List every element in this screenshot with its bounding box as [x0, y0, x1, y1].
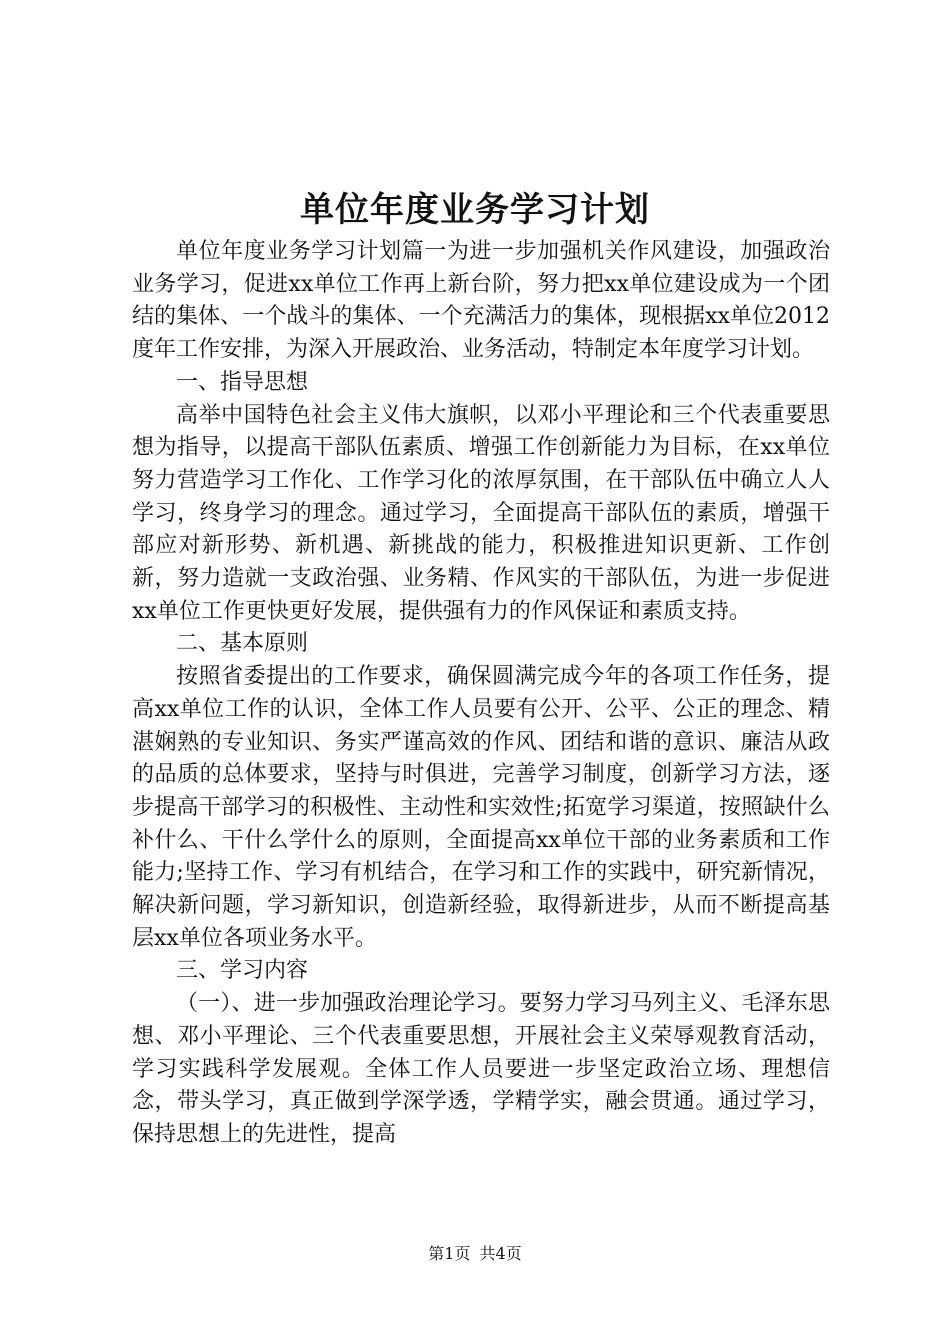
page-number: 第1页 [428, 1244, 471, 1263]
study-content-paragraph: （一）、进一步加强政治理论学习。要努力学习马列主义、毛泽东思想、邓小平理论、三个代表重要思想，开展社会主义荣辱观教育活动，学习实践科学发展观。全体工作人员要进一步坚定政治立场、理想信念，带头学习，真正做到学深学透，学精学实，融会贯通。通过学习，保持思想上的先进性，提高 [132, 991, 830, 1147]
page-footer [0, 1243, 950, 1265]
page-total: 共4页 [479, 1244, 522, 1263]
document-body [132, 236, 830, 1152]
basic-principles-paragraph: 按照省委提出的工作要求，确保圆满完成今年的各项工作任务，提高xx单位工作的认识，全体工作人员要有公开、公平、公正的理念、精湛娴熟的专业知识、务实严谨高效的作风、团结和谐的意识、廉洁从政的品质的总体要求，坚持与时俱进，完善学习制度，创新学习方法，逐步提高干部学习的积极性、主动性和实效性;拓宽学习渠道，按照缺什么补什么、干什么学什么的原则，全面提高xx单位干部的业务素质和工作能力;坚持工作、学习有机结合，在学习和工作的实践中，研究新情况，解决新问题，学习新知识，创造新经验，取得新进步，从而不断提高基层xx单位各项业务水平。 [132, 664, 830, 951]
intro-paragraph: 单位年度业务学习计划篇一为进一步加强机关作风建设，加强政治业务学习，促进xx单位工作再上新台阶，努力把xx单位建设成为一个团结的集体、一个战斗的集体、一个充满活力的集体，现根据xx单位2012度年工作安排，为深入开展政治、业务活动，特制定本年度学习计划。 [132, 239, 830, 363]
section-heading-guiding-ideology: 一、指导思想 [176, 369, 309, 395]
document-title: 单位年度业务学习计划 [300, 190, 650, 230]
section-heading-basic-principles: 二、基本原则 [176, 631, 309, 657]
section-heading-study-content: 三、学习内容 [176, 958, 309, 984]
guiding-ideology-paragraph: 高举中国特色社会主义伟大旗帜，以邓小平理论和三个代表重要思想为指导，以提高干部队伍素质、增强工作创新能力为目标，在xx单位努力营造学习工作化、工作学习化的浓厚氛围，在干部队伍中确立人人学习，终身学习的理念。通过学习，全面提高干部队伍的素质，增强干部应对新形势、新机遇、新挑战的能力，积极推进知识更新、工作创新，努力造就一支政治强、业务精、作风实的干部队伍，为进一步促进xx单位工作更快更好发展，提供强有力的作风保证和素质支持。 [132, 402, 830, 624]
